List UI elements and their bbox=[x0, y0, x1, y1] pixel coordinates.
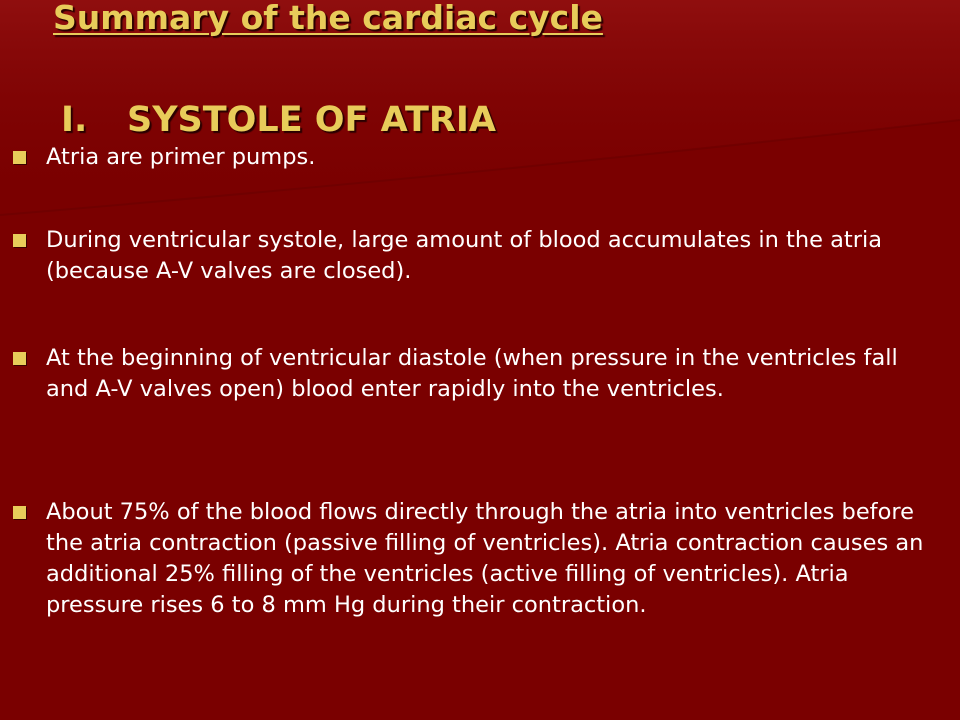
bullet-item bbox=[46, 142, 946, 173]
bullet-text: At the beginning of ventricular diastole (when pressure in the ventricles fall and A-V valves open) blood enter rapidly into the ventricles. bbox=[46, 345, 898, 402]
section-heading bbox=[61, 96, 496, 144]
square-bullet-icon bbox=[13, 352, 26, 365]
bullet-text: About 75% of the blood flows directly through the atria into ventricles before the atria contraction (passive filling of ventricles). Atria contraction causes an additional 25% filling of the ventricles (active filling of ventricles). Atria pressure rises 6 to 8 mm Hg during their contraction. bbox=[46, 499, 924, 618]
square-bullet-icon bbox=[13, 151, 26, 164]
bullet-text: Atria are primer pumps. bbox=[46, 144, 316, 170]
slide-title: Summary of the cardiac cycle bbox=[53, 0, 603, 37]
bullet-item bbox=[46, 343, 946, 405]
section-title: SYSTOLE OF ATRIA bbox=[127, 100, 496, 140]
bullet-item bbox=[46, 497, 946, 621]
bullet-item bbox=[46, 225, 946, 287]
square-bullet-icon bbox=[13, 506, 26, 519]
square-bullet-icon bbox=[13, 234, 26, 247]
section-number: I. bbox=[61, 100, 88, 140]
bullet-text: During ventricular systole, large amount of blood accumulates in the atria (because A-V valves are closed). bbox=[46, 227, 883, 284]
